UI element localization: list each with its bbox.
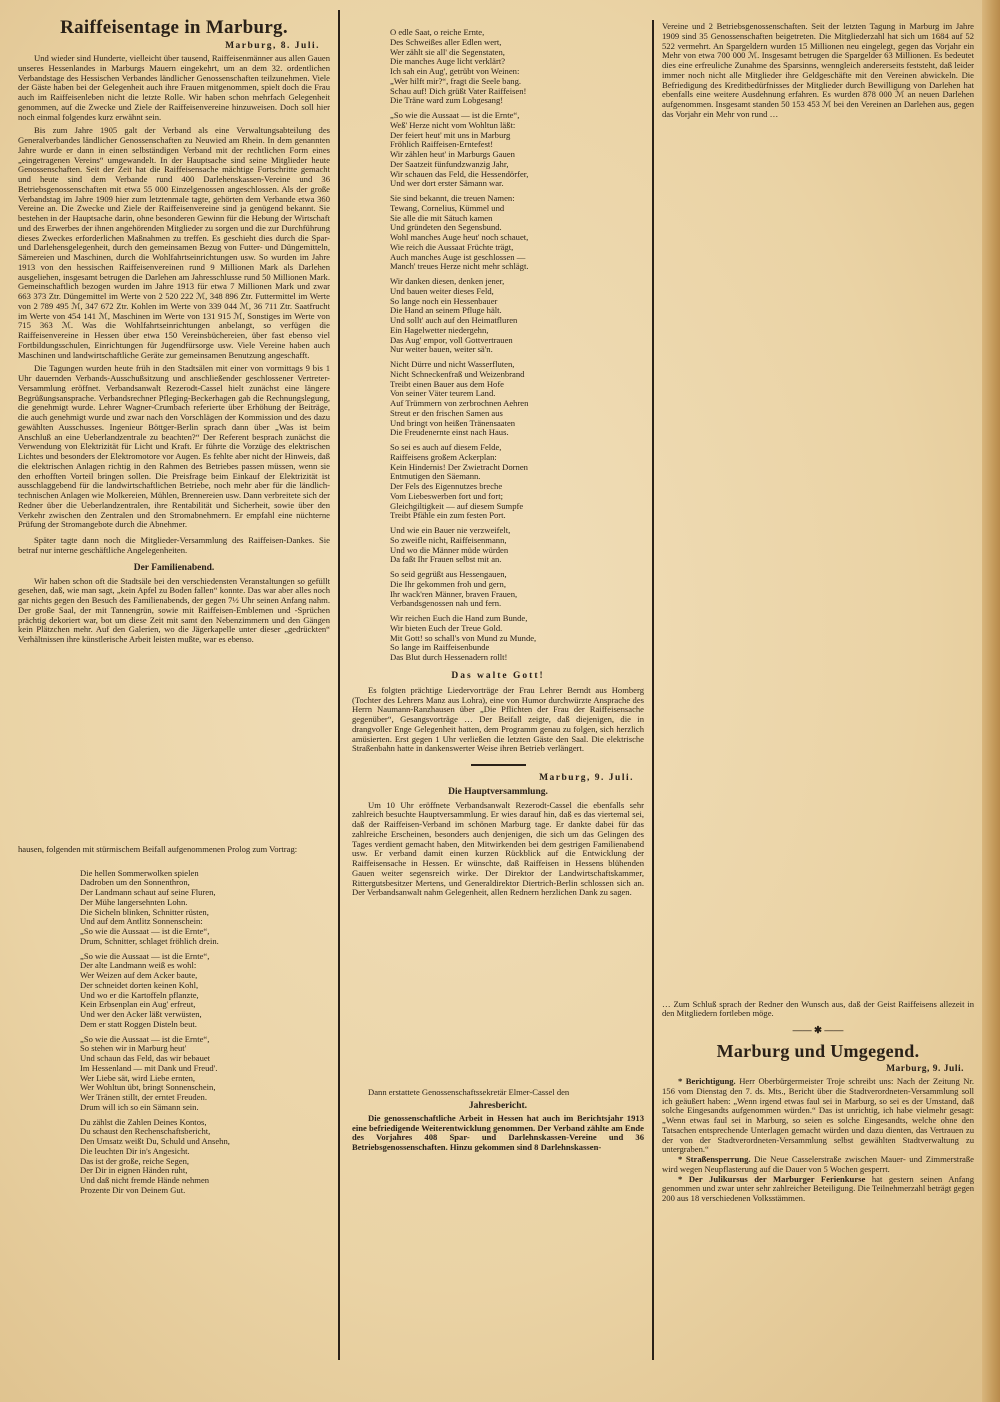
stanza bbox=[390, 614, 644, 663]
poem-line: Das Blut durch Hessenadern rollt! bbox=[390, 652, 508, 662]
article-headline: Raiffeisentage in Marburg. bbox=[60, 17, 288, 38]
poem-line: Da faßt Ihr Frauen selbst mit an. bbox=[390, 554, 502, 565]
poem-line: Wer Wohltun übt, bringt Sonnenschein, bbox=[80, 1082, 216, 1093]
dateline: Marburg, 9. Juli. bbox=[886, 1064, 964, 1074]
paragraph: Die genossenschaftliche Arbeit in Hessen hat auch im Berichtsjahr 1913 eine befriedigende Weiterentwicklung genommen. Der Verband zählte am Ende des Vorjahres 408 Spar- und Darlehnskassen-Vereine und 36 Betriebsgenossenschaften. Hinzu gekommen sind 8 Darlehnskassen- bbox=[352, 1112, 644, 1152]
poem-line: Wohl manches Auge heut' noch schauet, bbox=[390, 232, 529, 242]
poem-line: Die manches Auge licht verklärt? bbox=[390, 56, 506, 67]
poem-line: Verbandsgenossen nah und fern. bbox=[390, 598, 502, 609]
news-item bbox=[662, 1077, 974, 1155]
poem-line: Die Ihr gekommen froh und gern, bbox=[390, 578, 506, 589]
poem-line: Ihr wack'ren Männer, braven Frauen, bbox=[390, 588, 518, 599]
section-body bbox=[662, 22, 974, 120]
poem-line: Weß' Herze nicht vom Wohltun läßt: bbox=[390, 119, 516, 130]
poem-line: Und bringt von heißen Tränensaaten bbox=[390, 417, 516, 428]
poem bbox=[390, 28, 644, 668]
news-item-title: * Straßensperrung. bbox=[678, 1154, 751, 1164]
poem-line: Treibt einen Bauer aus dem Hofe bbox=[390, 378, 504, 389]
stanza bbox=[390, 360, 644, 438]
paragraph: Es folgten prächtige Liedervorträge der Frau Lehrer Berndt aus Homberg (Tochter des Lehrers Manz aus Lohra), eine von Humor durchwürzte Ansprache des Herrn Naumann-Ranzhausen über „Die Pflichten der Frau der Raiffeisensache gegenüber“, Gesangsvorträge … Der Beifall zeigte, daß diejenigen, die in drangvoller Enge Gelegenheit hatten, dem Programm genau zu folgen, sich herzlich amüsierten. Erst gegen 1 Uhr verließen die letzten Gäste den Saal. Die elektrische Straßenbahn hatte in dankenswerter Weise ihren Betrieb verlängert. bbox=[352, 684, 644, 754]
poem-line: Der Fels des Eigennutzes breche bbox=[390, 481, 503, 491]
poem-line: Der Dir in eignen Händen ruht, bbox=[80, 1165, 188, 1176]
poem-line: Der Saatzeit fünfundzwanzig Jahr, bbox=[390, 158, 509, 169]
news-item bbox=[662, 1175, 974, 1204]
poem-line: So sei es auch auf diesem Felde, bbox=[390, 442, 502, 452]
column-1 bbox=[18, 16, 330, 1201]
section-body bbox=[352, 801, 644, 899]
stanza bbox=[390, 28, 644, 106]
news-item-title: * Der Julikursus der Marburger Ferienkurse bbox=[678, 1173, 866, 1184]
poem-line: O edle Saat, o reiche Ernte, bbox=[390, 27, 485, 37]
news-item bbox=[662, 1155, 974, 1175]
paragraph: Die Tagungen wurden heute früh in den Stadtsälen mit einer von vormittags 9 bis 1 Uhr dauernden Verbands-Ausschußsitzung und anschließender geschlossener Vertreter-Versammlung eröffnet. Verbandsanwalt Rezerodt-Cassel hielt zunächst eine längere Begrüßungsansprache. Verbandsrechner Pfleging-Beckerhagen gab die Rechnungslegung, die genehmigt wurde. Lehrer Wagner-Crumbach referierte über Erhöhung der Beiträge, die auch genehmigt wurde und zwar nach den Vorschlägen der Kommission und des dazu gewählten Ausschusses. Ingenieur Böttger-Berlin sprach dann über „Was ist beim Anschluß an eine Ueberlandzentrale zu beachten?“ Der Referent besprach zunächst die Verwendung von Elektrizität für Licht und Kraft. Er führte die Vorzüge des elektrischen Lichtes und besonders der Elektromotore vor Augen. Es fehlte aber nicht der Hinweis, daß die elektrischen Anlagen richtig in den Rahmen des Betriebes passen müssen, wenn sie den erhofften Vorteil bringen sollen. Die Preisfrage beim Einkauf der Elektrizität ist ausschlaggebend für die landwirtschaftlichen Betriebe, noch mehr aber für die ländlich-technischen Anlagen wie Molkereien, Mühlen, Brennereien usw. Dann verbreitete sich der Redner über die Ueberlandzentralen, ihre Rentabilität und Sicherheit, sowie über den Verkehr zwischen den Zentralen und den Stromabnehmern. Er empfahl eine nüchterne Prüfung der Stromangebote durch die Abnehmer. bbox=[18, 363, 330, 530]
poem-line: Und wie ein Bauer nie verzweifelt, bbox=[390, 525, 511, 535]
poem-line: Wer Liebe sät, wird Liebe ernten, bbox=[80, 1072, 196, 1083]
section-heading: Die Hauptversammlung. bbox=[448, 786, 548, 797]
stanza bbox=[390, 111, 644, 189]
stanza bbox=[390, 194, 644, 272]
section-heading: Der Familienabend. bbox=[133, 562, 215, 573]
poem-line: Und schaun das Feld, das wir bebauet bbox=[80, 1053, 211, 1063]
stanza bbox=[80, 869, 330, 947]
poem-line: Und wer den Acker läßt verwüsten, bbox=[80, 1009, 202, 1019]
poem-line: Die hellen Sommerwolken spielen bbox=[80, 867, 199, 878]
poem-line: Dadroben um den Sonnenthron, bbox=[80, 877, 190, 888]
stanza bbox=[390, 443, 644, 521]
poem-line: Treibt Pfähle ein zum festen Port. bbox=[390, 510, 506, 521]
column-2 bbox=[352, 28, 644, 1153]
poem-line: Auch manches Auge ist geschlossen — bbox=[390, 251, 526, 262]
poem-line: Nur weiter bauen, weiter sä'n. bbox=[390, 344, 493, 355]
poem-line: Und sollt' auch auf den Heimatfluren bbox=[390, 315, 518, 325]
column-3 bbox=[662, 22, 974, 1204]
poem-line: Die Hand an seinem Pfluge hält. bbox=[390, 305, 502, 316]
section-headline: Marburg und Umgegend. bbox=[716, 1041, 920, 1061]
stanza bbox=[80, 1118, 330, 1196]
poem-line: Dem er statt Roggen Disteln beut. bbox=[80, 1018, 197, 1029]
poem-line: Nicht Schneckenfraß und Weizenbrand bbox=[390, 368, 525, 379]
prolog-poem bbox=[80, 869, 330, 1201]
poem-line: Den Umsatz weißt Du, Schuld und Ansehn, bbox=[80, 1136, 230, 1146]
dateline: Marburg, 8. Juli. bbox=[225, 41, 320, 51]
section-heading: Jahresbericht. bbox=[468, 1100, 528, 1111]
section-body bbox=[352, 686, 644, 754]
poem-line: Du schaust den Rechenschaftsbericht, bbox=[80, 1126, 211, 1137]
article-body bbox=[18, 54, 330, 556]
poem-line: „So wie die Aussaat — ist die Ernte“, bbox=[80, 950, 210, 961]
poem-line: Von seiner Väter teurem Land. bbox=[390, 388, 496, 399]
stanza bbox=[390, 526, 644, 565]
poem-line: Wer Tränen stillt, der erntet Freuden. bbox=[80, 1092, 207, 1102]
poem-line: Schau auf! Dich grüßt Vater Raiffeisen! bbox=[390, 85, 527, 96]
poem-line: Der feiert heut' mit uns in Marburg bbox=[390, 129, 511, 140]
news-item-text: hat gestern seinen Anfang genommen und zwar unter sehr zahlreicher Beteiligung. Die Teilnehmerzahl beträgt gegen 200 aus 18 verschiedenen Volksstämmen. bbox=[662, 1173, 975, 1203]
poem-line: Und auf dem Antlitz Sonnenschein: bbox=[80, 916, 203, 927]
poem-line: Und bauen weiter dieses Feld, bbox=[390, 285, 494, 296]
dateline: Marburg, 9. Juli. bbox=[539, 772, 634, 783]
poem-line: Sie sind bekannt, die treuen Namen: bbox=[390, 193, 515, 203]
poem-line: Der Landmann schaut auf seine Fluren, bbox=[80, 887, 216, 897]
poem-line: So zweifle nicht, Raiffeisenmann, bbox=[390, 534, 507, 545]
poem-line: Raiffeisens großem Ackerplan: bbox=[390, 451, 497, 462]
local-news bbox=[662, 1077, 974, 1204]
poem-line: Wir zählen heut' in Marburgs Gauen bbox=[390, 149, 515, 159]
poem-line: „Wer hilft mir?“, fragt die Seele bang. bbox=[390, 75, 522, 86]
poem-line: Sie alle die mit Sätuch kamen bbox=[390, 212, 493, 223]
paragraph: Später tagte dann noch die Mitglieder-Versammlung des Raiffeisen-Dankes. Sie betraf nur interne geschäftliche Angelegenheiten. bbox=[18, 535, 330, 555]
poem-line: So seid gegrüßt aus Hessengauen, bbox=[390, 569, 507, 579]
column-rule bbox=[652, 20, 654, 1360]
poem-line: Der schneidet dorten keinen Kohl, bbox=[80, 979, 199, 990]
poem-line: Kein Hindernis! Der Zwietracht Dornen bbox=[390, 461, 528, 472]
poem-line: Vom Liebeswerben fort und fort; bbox=[390, 490, 503, 501]
poem-line: Die Sicheln blinken, Schnitter rüsten, bbox=[80, 906, 209, 917]
poem-line: Manch' treues Herze nicht mehr schlägt. bbox=[390, 261, 529, 272]
poem-line: „So wie die Aussaat — ist die Ernte“, bbox=[80, 1033, 210, 1044]
poem-line: Das ist der große, reiche Segen, bbox=[80, 1155, 190, 1166]
separator: —— ✱ —— bbox=[792, 1026, 844, 1036]
poem-line: Mit Gott! so schall's von Mund zu Munde, bbox=[390, 632, 537, 643]
poem-closing: Das walte Gott! bbox=[451, 670, 545, 681]
poem-line: Und gründeten den Segensbund. bbox=[390, 222, 502, 233]
poem-line: Der alte Landmann weiß es wohl: bbox=[80, 960, 197, 971]
poem-line: Gleichgiltigkeit — auf diesem Sumpfe bbox=[390, 500, 524, 511]
stanza bbox=[80, 952, 330, 1030]
poem-line: „So wie die Aussaat — ist die Ernte“, bbox=[390, 110, 520, 120]
poem-line: Und wo er die Kartoffeln pflanzte, bbox=[80, 989, 199, 1000]
poem-line: Nicht Dürre und nicht Wasserfluten, bbox=[390, 359, 515, 369]
news-item-title: * Berichtigung. bbox=[678, 1076, 736, 1086]
poem-line: Im Hessenland — mit Dank und Freud'. bbox=[80, 1062, 218, 1073]
paragraph: Bis zum Jahre 1905 galt der Verband als eine Verwaltungsabteilung des Generalverbandes ländlicher Genossenschaften zu Neuwied am Rhein. In dem genannten Jahre wurde er dann in einen selbständigen Verband mit der rechtlichen Form eines „eingetragenen Vereins“ umgewandelt. In der Hauptsache sind seine Mitglieder heute Genossenschaften. Seit der Zeit hat die Raiffeisensache mächtige Fortschritte gemacht und heute sind dem Verbande rund 400 Darlehenskassen-Vereine und 36 Betriebsgenossenschaften mit etwa 55 000 Einzelgenossen angeschlossen. Als der große Verbandstag im Jahre 1909 hier zum letztenmale tagte, gehörten dem Verbande etwa 360 Vereine an. Die Zwecke und Ziele der Raiffeisenvereine sind ja genügend bekannt. Sie bestehen in der Hauptsache darin, ohne besonderen Gewinn für die Hebung der Wirtschaft und des Erwerbes der ihnen angehörenden Mitglieder zu sorgen und die zur Durchführung dieses Zweckes erforderlichen Maßnahmen zu treffen. Es geschieht dies durch die Spar- und Darlehensgelegenheit, durch den gemeinsamen Bezug von Futter- und Düngemitteln, Sämereien und Maschinen, durch die Wohlfahrtseinrichtungen usw. So wurden im Jahre 1913 von den hessischen Raiffeisenvereinen rund 9 Millionen Mark als Darlehen ausgeliehen, insgesamt betrugen die Darlehen am Jahresschlusse rund 50 Millionen Mark. Gemeinschaftlich bezogen wurden im Jahre 1913 für etwa 7 Millionen Mark und zwar 663 373 Ztr. Düngemittel im Werte von 2 520 222 ℳ, 348 896 Ztr. Futtermittel im Werte von 2 789 495 ℳ, 347 672 Ztr. Kohlen im Werte von 339 044 ℳ, 36 711 Ztr. Saatfrucht im Werte von 454 141 ℳ, Maschinen im Werte von 131 915 ℳ, Sonstiges im Werte von 715 363 ℳ. Was die Wohlfahrtseinrichtungen anbelangt, so verfügen die Raiffeisenvereine in Hessen über etwa 150 Vereinsbüchereien, über fast ebenso viel Fortbildungsschulen, Einrichtungen für Jugendfürsorge usw. Viele Vereine haben auch Maschinen und landwirtschaftliche Geräte zur gemeinsamen Benutzung angeschafft. bbox=[18, 125, 330, 360]
paragraph: hausen, folgenden mit stürmischem Beifall aufgenommenen Prolog zum Vortrag: bbox=[18, 843, 298, 854]
section-body bbox=[352, 1114, 644, 1153]
poem-line: Ich sah ein Aug', getrübt von Weinen: bbox=[390, 66, 520, 76]
poem-line: Die Freudenernte einst nach Haus. bbox=[390, 427, 509, 438]
poem-line: Drum, Schnitter, schlaget fröhlich drein. bbox=[80, 935, 219, 946]
poem-line: Die Träne ward zum Lobgesang! bbox=[390, 95, 504, 106]
news-item-text: Die Neue Casselerstraße zwischen Mauer- und Zimmerstraße wird wegen Neupflasterung auf die Dauer von 5 Wochen gesperrt. bbox=[662, 1154, 974, 1174]
poem-line: Wir schauen das Feld, die Hessendörfer, bbox=[390, 168, 529, 179]
poem-line: Du zählst die Zahlen Deines Kontos, bbox=[80, 1116, 207, 1127]
poem-line: Tewang, Cornelius, Kümmel und bbox=[390, 202, 505, 213]
paragraph: … Zum Schluß sprach der Redner den Wunsch aus, daß der Geist Raiffeisens allezeit in den Mitgliedern fortleben möge. bbox=[662, 998, 974, 1019]
paragraph: Wir haben schon oft die Stadtsäle bei den verschiedensten Veranstaltungen so gefüllt gesehen, daß, wie man sagt, „kein Apfel zu Boden fallen“ konnte. Das war aber alles noch gar nichts gegen den Besuch des Familienabends, der gegen 7½ Uhr seinen Anfang nahm. Der große Saal, der mit Tannengrün, sowie mit Raiffeisen-Emblemen und -Sprüchen prächtig dekoriert war, bot um diese Zeit mit samt den Nebenzimmern und den Gängen kein Plätzchen mehr. Auf den Galerien, wo die Jägerkapelle unter dieser „gedrückten“ Verhältnissen ihre künstlerische Arbeit leisten mußte, war es ebenso. bbox=[18, 575, 330, 644]
poem-line: Die leuchten Dir in's Angesicht. bbox=[80, 1145, 190, 1156]
paragraph: Vereine und 2 Betriebsgenossenschaften. Seit der letzten Tagung in Marburg im Jahre 1909 sind 35 Genossenschaften beigetreten. Die Mitgliederzahl hat sich um 1684 auf 52 522 vermehrt. An Spargeldern wurden 15 Millionen neu eingelegt, gegen das Vorjahr ein Mehr von etwa 700 000 ℳ. Insgesamt betrugen die Spargelder 63 Millionen. Es bedeutet dies eine erfreuliche Zunahme des Sparsinns, wenngleich andererseits feststeht, daß leider immer noch nicht alle Mitglieder ihre Geldgeschäfte mit den Vereinen abwickeln. Die Befriedigung des Kreditbedürfnisses der Mitglieder durch Bewilligung von Darlehen hat ebenfalls eine weitere Ausdehnung erfahren. Es wurden 878 000 ℳ an neuen Darlehen aufgenommen. Insgesamt standen 50 153 453 ℳ bei den Vereinen an Darlehen aus, gegen das Vorjahr ein Mehr von rund … bbox=[662, 21, 974, 119]
stanza bbox=[390, 277, 644, 355]
poem-line: Auf Trümmern von zerbrochnen Aehren bbox=[390, 398, 529, 408]
paragraph: Um 10 Uhr eröffnete Verbandsanwalt Rezerodt-Cassel die ebenfalls sehr zahlreich besuchte Hauptversammlung. Er wies darauf hin, daß es das viertemal sei, daß der Raiffeisen-Verband im schönen Marburg tage. Er dankte dabei für das zahlreiche Erscheinen, besonders auch denjenigen, die sich um das Gelingen des Tages verdient gemacht haben, den Mitwirkenden bei dem gestrigen Familienabend usw. Er verband damit einen kurzen Rückblick auf die Entwicklung der Raiffeisensache in Hessen. Er wünschte, daß Raiffeisen in Hessens blühenden Gauen weiter segensreich wirke. Der Direktor der Landwirtschaftskammer, Rittergutsbesitzer Mertens, und Generaldirektor Diertrich-Berlin schlossen sich an. Der Verbandsanwalt nahm Gelegenheit, allen Rednern herzlichen Dank zu sagen. bbox=[352, 799, 644, 898]
poem-line: Wie reich die Aussaat Früchte trägt, bbox=[390, 241, 514, 252]
poem-line: Und wer dort erster Sämann war. bbox=[390, 178, 504, 189]
poem-line: Und wo die Männer müde würden bbox=[390, 544, 509, 555]
poem-line: So stehen wir in Marburg heut' bbox=[80, 1043, 187, 1054]
page-binding-edge bbox=[982, 0, 1000, 1402]
paragraph: Dann erstattete Genossenschaftssekretär Elmer-Cassel den bbox=[368, 1087, 570, 1097]
section-body bbox=[18, 845, 330, 855]
poem-line: Der Mühe langersehnten Lohn. bbox=[80, 896, 188, 907]
poem-line: Streut er den frischen Samen aus bbox=[390, 407, 503, 418]
stanza bbox=[80, 1035, 330, 1113]
poem-line: Des Schweißes aller Edlen wert, bbox=[390, 36, 502, 47]
poem-line: Wir reichen Euch die Hand zum Bunde, bbox=[390, 613, 528, 623]
poem-line: Wir bieten Euch der Treue Gold. bbox=[390, 622, 503, 633]
poem-line: Entmutigen den Säemann. bbox=[390, 471, 481, 482]
poem-line: Wer Weizen auf dem Acker baute, bbox=[80, 970, 198, 980]
stanza bbox=[390, 570, 644, 609]
paragraph: Und wieder sind Hunderte, vielleicht über tausend, Raiffeisenmänner aus allen Gauen unseres Hessenlandes in Marburgs Mauern eingekehrt, um an dem 32. ordentlichen Verbandstage des Hessischen Verbandes ländlicher Genossenschaften teilzunehmen. Viele der Gäste haben bei der Gelegenheit auch ihre Frauen mitgenommen, spielt doch die Frau auch im Raiffeisenleben nicht die letzte Rolle. Wir haben schon mehrfach Gelegenheit genommen, auf die Zwecke und Ziele der Raiffeisenvereine hinzuweisen. Doch soll hier noch einmal folgendes kurz erwähnt sein. bbox=[18, 53, 330, 122]
column-rule bbox=[338, 10, 340, 1360]
divider bbox=[471, 764, 526, 766]
section-body bbox=[662, 1000, 974, 1020]
poem-line: So lange im Raiffeisenbunde bbox=[390, 642, 490, 653]
poem-line: Wer zählt sie all' die Segenstaten, bbox=[390, 46, 505, 57]
news-item-text: Herr Oberbürgermeister Troje schreibt uns: Nach der Zeitung Nr. 156 vom Dienstag den 7. ds. Mts., Bericht über die Stadtverordneten-Versammlung soll ich geäußert haben: „Wenn irgend etwas faul sei in Marburg, so sei es der Umstand, daß solche Eingesandts aufgenommen würden.“ Das ist unrichtig, ich habe vielmehr gesagt: „Wenn etwas faul sei in Marburg, so seien es solche Eingesandts, welche ohne den Tatsachen entsprechende Unterlagen gemacht würden und dazu dienten, das Vertrauen zu der von der Stadtverordneten-Versammlung selbst gewählten Stadtverwaltung zu untergraben.“ bbox=[662, 1076, 975, 1155]
poem-line: So lange noch ein Hessenbauer bbox=[390, 295, 498, 306]
section-body bbox=[352, 1088, 644, 1098]
poem-line: Ein Hagelwetter niedergehn, bbox=[390, 324, 489, 335]
poem-line: Kein Erbsenplan ein Aug' erfreut, bbox=[80, 999, 196, 1010]
poem-line: „So wie die Aussaat — ist die Ernte“, bbox=[80, 926, 210, 936]
poem-line: Wir danken diesen, denken jener, bbox=[390, 276, 505, 286]
poem-line: Drum will ich so ein Sämann sein. bbox=[80, 1101, 199, 1112]
poem-line: Das Aug' empor, voll Gottvertrauen bbox=[390, 334, 513, 345]
section-body bbox=[18, 577, 330, 645]
poem-line: Prozente Dir von Deinem Gut. bbox=[80, 1184, 186, 1195]
poem-line: Fröhlich Raiffeisen-Erntefest! bbox=[390, 139, 494, 150]
poem-line: Und daß nicht fremde Hände nehmen bbox=[80, 1175, 210, 1185]
